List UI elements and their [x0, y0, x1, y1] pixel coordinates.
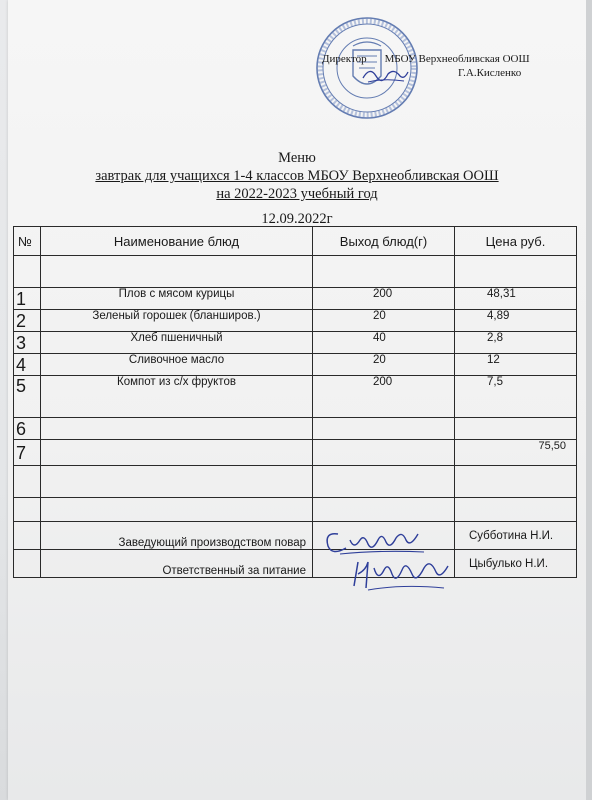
table-cell	[14, 466, 41, 498]
table-cell	[14, 498, 41, 522]
table-row-empty	[14, 498, 577, 522]
row-dish-name: Сливочное масло	[41, 354, 313, 376]
approval-block	[322, 52, 530, 80]
handwritten-signature-icon	[320, 526, 430, 560]
signature-person: Цыбулько Н.И.	[455, 550, 577, 578]
table-row-empty	[14, 466, 577, 498]
row-output: 20	[313, 354, 455, 376]
row-output: 200	[313, 288, 455, 310]
table-header-row	[14, 227, 577, 256]
menu-table	[13, 226, 577, 578]
row-output: 40	[313, 332, 455, 354]
director-signature-icon	[360, 62, 410, 86]
row-dish-name: Хлеб пшеничный	[41, 332, 313, 354]
table-row-empty	[14, 256, 577, 288]
menu-title: Меню	[278, 150, 316, 166]
table-cell	[41, 440, 313, 466]
row-dish-name: Зеленый горошек (бланширов.)	[41, 310, 313, 332]
signature-role: Заведующий производством повар	[41, 522, 313, 550]
table-cell	[41, 498, 313, 522]
table-row	[14, 310, 577, 332]
row-num: 5	[14, 376, 41, 418]
table-row	[14, 332, 577, 354]
table-cell	[455, 418, 577, 440]
header-output: Выход блюд(г)	[313, 227, 455, 256]
table-cell	[455, 466, 577, 498]
approval-position: Директор	[322, 53, 367, 65]
table-cell	[313, 498, 455, 522]
row-price: 48,31	[455, 288, 577, 310]
table-cell	[313, 418, 455, 440]
table-row	[14, 376, 577, 418]
table-cell	[14, 256, 41, 288]
table-cell	[41, 418, 313, 440]
table-cell	[14, 550, 41, 578]
table-cell	[313, 440, 455, 466]
row-num: 2	[14, 310, 41, 332]
document-page	[8, 0, 586, 800]
header-price: Цена руб.	[455, 227, 577, 256]
row-price: 12	[455, 354, 577, 376]
signature-role: Ответственный за питание	[41, 550, 313, 578]
row-num: 6	[14, 418, 41, 440]
menu-date: 12.09.2022г	[261, 211, 333, 227]
signature-person: Субботина Н.И.	[455, 522, 577, 550]
row-num: 3	[14, 332, 41, 354]
table-cell	[41, 256, 313, 288]
table-row-total	[14, 440, 577, 466]
signature-row	[14, 550, 577, 578]
table-cell	[313, 256, 455, 288]
table-cell	[455, 256, 577, 288]
table-cell	[41, 466, 313, 498]
table-cell	[455, 498, 577, 522]
row-price: 7,5	[455, 376, 577, 418]
approval-school: МБОУ Верхнеобливская ООШ	[384, 53, 530, 65]
signature-row	[14, 522, 577, 550]
page-edge-shadow	[586, 0, 592, 800]
row-price: 2,8	[455, 332, 577, 354]
row-output: 20	[313, 310, 455, 332]
approval-director: Г.А.Кисленко	[458, 67, 522, 79]
menu-subtitle: завтрак для учащихся 1-4 классов МБОУ Верхнеобливская ООШ	[95, 168, 499, 184]
handwritten-signature-icon	[348, 556, 452, 592]
row-num: 7	[14, 440, 41, 466]
menu-school-year: на 2022-2023 учебный год	[216, 186, 378, 202]
row-num: 4	[14, 354, 41, 376]
table-row	[14, 354, 577, 376]
table-row	[14, 288, 577, 310]
header-name: Наименование блюд	[41, 227, 313, 256]
row-output: 200	[313, 376, 455, 418]
table-cell	[313, 466, 455, 498]
row-dish-name: Компот из с/х фруктов	[41, 376, 313, 418]
row-num: 1	[14, 288, 41, 310]
header-num: №	[14, 227, 41, 256]
table-cell	[14, 522, 41, 550]
row-price: 4,89	[455, 310, 577, 332]
table-row	[14, 418, 577, 440]
total-price: 75,50	[455, 440, 577, 466]
row-dish-name: Плов с мясом курицы	[41, 288, 313, 310]
